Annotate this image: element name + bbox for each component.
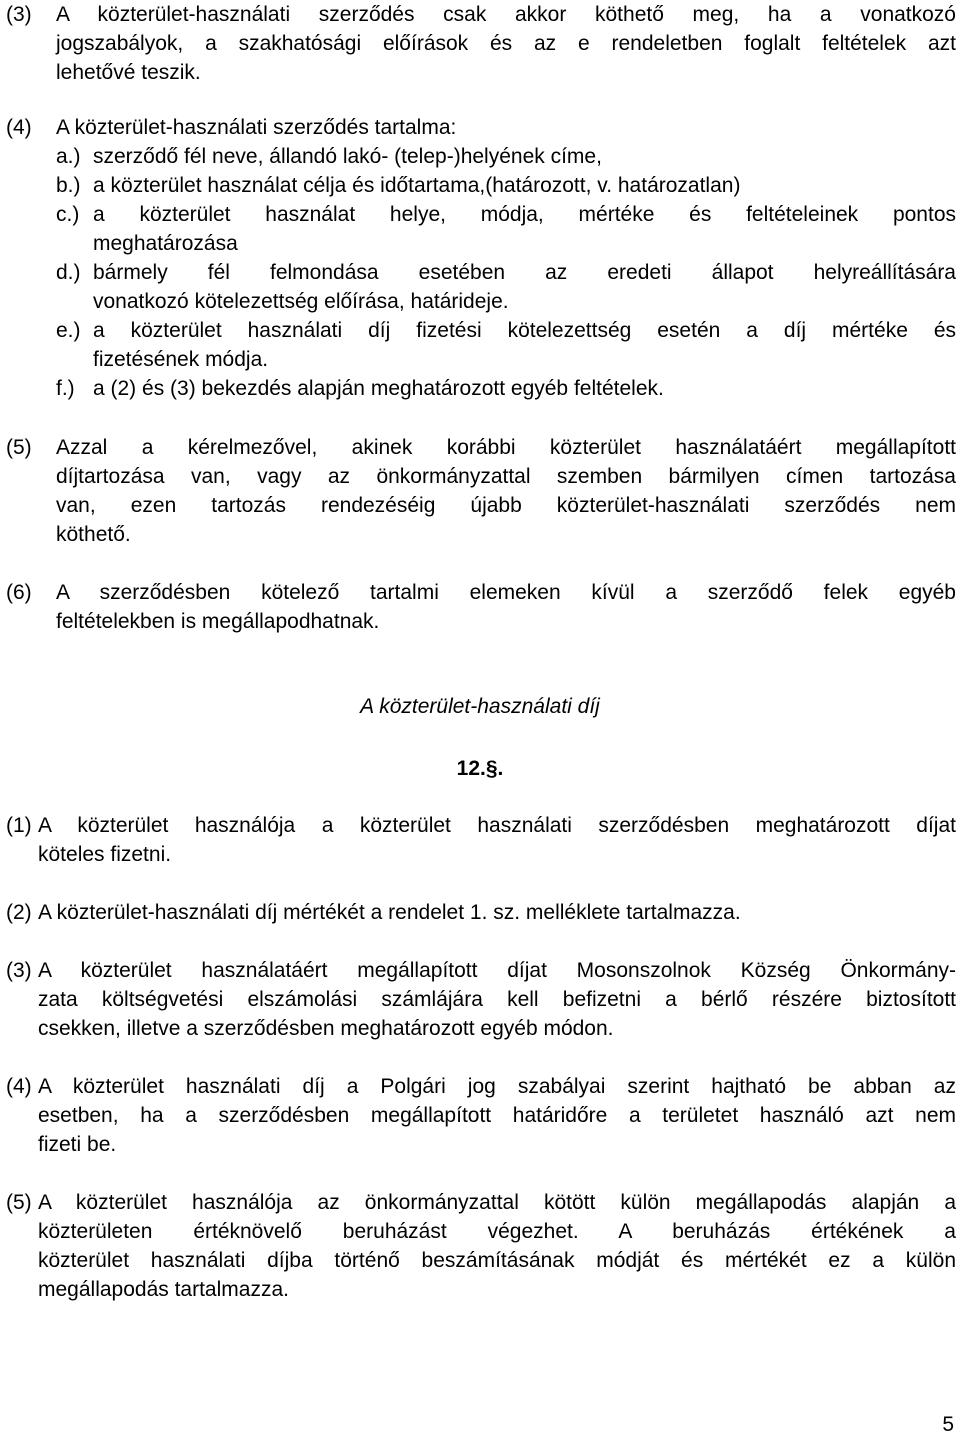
paragraph-number: (2) [6,901,32,924]
list-item-text: a közterület használat helye, módja, mértéke és feltételeinek pontos [93,203,956,226]
list-item-text: a közterület használati díj fizetési kötelezettség esetén a díj mértéke és [93,319,956,342]
list-item-b [56,171,956,200]
paragraph-number: (3) [6,3,32,26]
paragraph-6 [6,578,956,636]
list-item-label: f.) [56,377,75,400]
list-item-label: a.) [56,145,81,168]
paragraph-line: csekken, illetve a szerződésben meghatározott egyéb módon. [38,1017,614,1040]
list-item-label: d.) [56,261,81,284]
paragraph-number: (4) [6,116,32,139]
paragraph-line: zata költségvetési elszámolási számlájára kell befizetni a bérlő részére biztosított [38,988,956,1011]
paragraph-number: (6) [6,581,32,604]
paragraph-line: díjtartozása van, vagy az önkormányzattal szemben bármilyen címen tartozása [56,465,956,488]
section-paragraph-3 [6,956,956,1043]
paragraph-line: A közterület használatáért megállapított díjat Mosonszolnok Község Önkormány- [38,959,956,982]
list-item-label: c.) [56,203,80,226]
paragraph-3 [6,0,956,87]
list-item-text: fizetésének módja. [93,348,269,371]
list-item-f [56,374,956,403]
paragraph-line: közterület használati díjba történő beszámításának módját és mértékét ez a külön [38,1249,956,1272]
paragraph-line: köteles fizetni. [38,843,172,866]
section-paragraph-1 [6,811,956,869]
paragraph-line: megállapodás tartalmazza. [38,1278,289,1301]
section-paragraph-5 [6,1188,956,1304]
paragraph-line: fizeti be. [38,1133,117,1156]
list-item-text: a közterület használat célja és időtartama,(határozott, v. határozatlan) [93,174,741,197]
paragraph-number: (5) [6,436,32,459]
paragraph-line: A közterület használati díj a Polgári jog szabályai szerint hajtható be abban az [38,1075,956,1098]
section-paragraph-4 [6,1072,956,1159]
list-item-e [56,316,956,374]
paragraph-line: közterületen értéknövelő beruházást végezhet. A beruházás értékének a [38,1220,956,1243]
list-item-text: szerződő fél neve, állandó lakó- (telep-)helyének címe, [93,145,602,168]
section-title: A közterület-használati díj [360,695,600,718]
list-item-text: vonatkozó kötelezettség előírása, határideje. [93,290,509,313]
paragraph-line: lehetővé teszik. [56,61,201,84]
list-item-d [56,258,956,316]
paragraph-line: köthető. [56,523,131,546]
section-paragraph-2 [6,898,956,927]
paragraph-number: (1) [6,814,32,837]
paragraph-line: esetben, ha a szerződésben megállapított határidőre a területet használó azt nem [38,1104,956,1127]
list-item-a [56,142,956,171]
paragraph-number: (4) [6,1075,32,1098]
paragraph-line: A közterület-használati díj mértékét a rendelet 1. sz. melléklete tartalmazza. [38,901,741,924]
paragraph-text: A közterület-használati szerződés tartalma: [56,116,457,139]
paragraph-line: feltételekben is megállapodhatnak. [56,610,380,633]
paragraph-4 [6,113,956,142]
list-item-label: e.) [56,319,81,342]
paragraph-line: A szerződésben kötelező tartalmi elemeken kívül a szerződő felek egyéb [56,581,956,604]
paragraph-line: A közterület használója a közterület használati szerződésben meghatározott díjat [38,814,956,837]
list-item-label: b.) [56,174,81,197]
paragraph-number: (3) [6,959,32,982]
paragraph-line: van, ezen tartozás rendezéséig újabb közterület-használati szerződés nem [56,494,956,517]
list-item-text: a (2) és (3) bekezdés alapján meghatározott egyéb feltételek. [93,377,664,400]
list-item-text: meghatározása [93,232,238,255]
paragraph-number: (5) [6,1191,32,1214]
list-item-c [56,200,956,258]
section-number: 12.§. [456,757,504,780]
paragraph-line: jogszabályok, a szakhatósági előírások és az e rendeletben foglalt feltételek azt [56,32,956,55]
paragraph-line: Azzal a kérelmezővel, akinek korábbi közterület használatáért megállapított [56,436,956,459]
paragraph-5 [6,433,956,549]
page-number: 5 [942,1413,954,1436]
list-item-text: bármely fél felmondása esetében az eredeti állapot helyreállítására [93,261,956,284]
paragraph-line: A közterület használója az önkormányzattal kötött külön megállapodás alapján a [38,1191,956,1214]
paragraph-line: A közterület-használati szerződés csak akkor köthető meg, ha a vonatkozó [56,3,956,26]
